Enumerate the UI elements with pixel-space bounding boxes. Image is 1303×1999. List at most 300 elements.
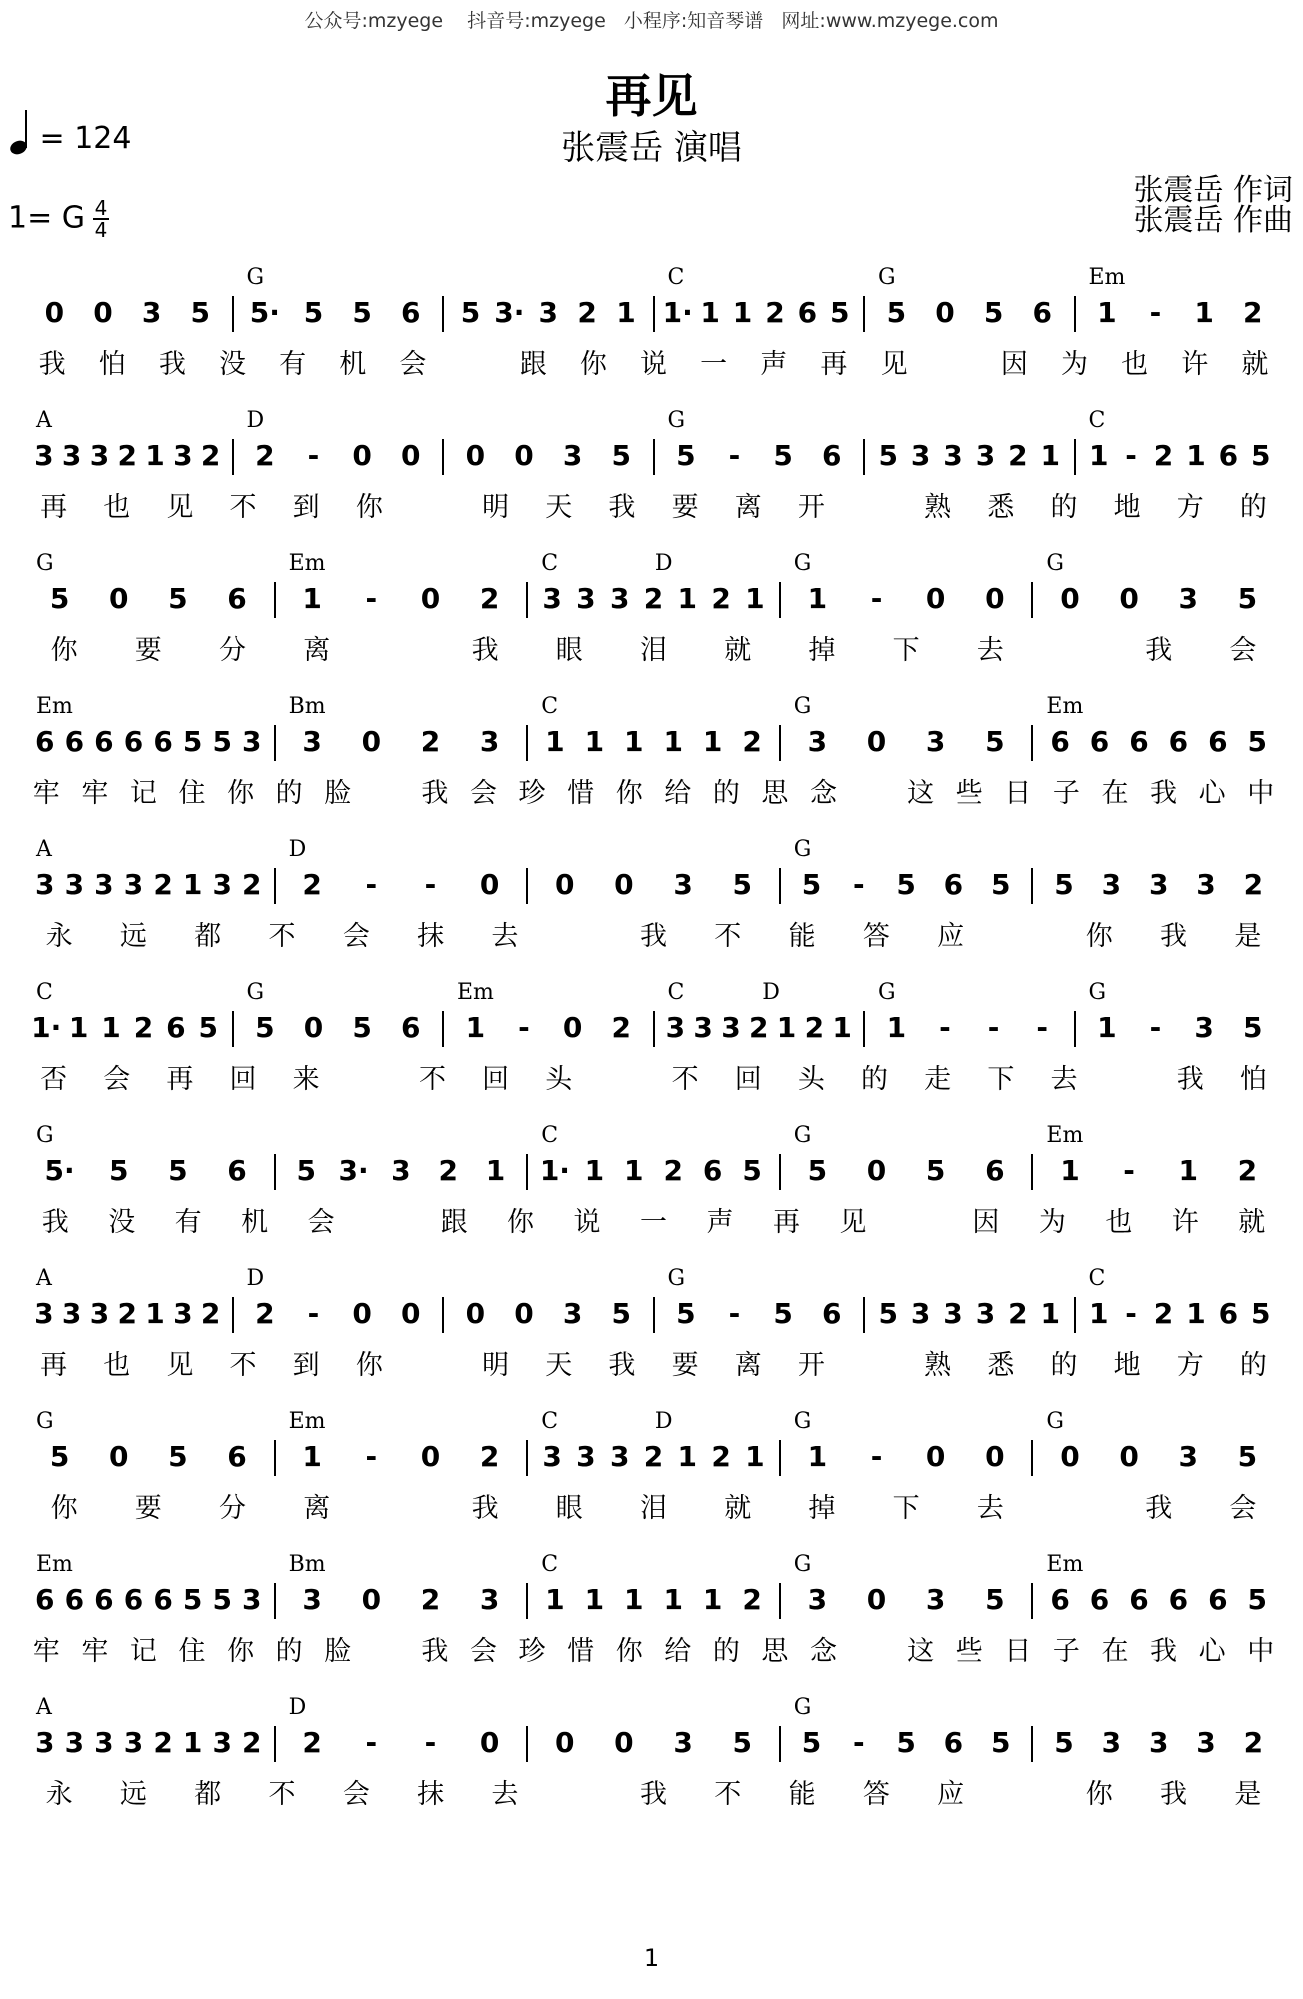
chord-symbol: G xyxy=(36,551,54,576)
note-digit: 1 xyxy=(545,1583,565,1616)
barline xyxy=(232,296,234,332)
note-digit: 3 xyxy=(212,868,232,901)
chord-symbol: C xyxy=(541,694,559,719)
lyric-char: 声 xyxy=(760,349,788,380)
lyric-char: 就 xyxy=(724,1493,752,1524)
note-digit: 5 xyxy=(611,439,631,472)
note-digit: 0 xyxy=(1060,1440,1080,1473)
lyric-char: 中 xyxy=(1247,1636,1275,1667)
lyric-char: 应 xyxy=(937,1779,965,1810)
note-digit: 5 xyxy=(212,1583,232,1616)
lyric-char: 会 xyxy=(342,1779,370,1810)
note-digit: - xyxy=(365,582,378,615)
lyric-char: 抹 xyxy=(417,1779,445,1810)
barline xyxy=(526,1583,528,1619)
lyric-char: 去 xyxy=(976,1493,1004,1524)
lyric-char: 的 xyxy=(1239,1350,1267,1381)
lyric-char: 离 xyxy=(734,492,762,523)
lyric-char: 在 xyxy=(1101,778,1129,809)
note-digit: 3 xyxy=(943,439,963,472)
time-denominator: 4 xyxy=(94,218,108,242)
note-digit: 0 xyxy=(614,1726,634,1759)
barline xyxy=(863,296,865,332)
note-digit: - xyxy=(728,439,741,472)
barline xyxy=(1031,725,1033,761)
lyric-char: 再 xyxy=(40,492,68,523)
note-digit: 2 xyxy=(1237,1154,1258,1187)
note-digit: 6 xyxy=(1218,439,1239,472)
note-digit: 3 xyxy=(1101,868,1122,901)
lyric-char: 我 xyxy=(639,1779,667,1810)
lyric-char: 来 xyxy=(292,1064,320,1095)
lyric-char: 熟 xyxy=(924,1350,952,1381)
note-digit: 5 xyxy=(182,725,203,758)
note-digit: 1 xyxy=(1186,439,1206,472)
note-digit: 3 xyxy=(538,296,558,329)
note-digit: 5 xyxy=(49,1440,70,1473)
note-digit: 3 xyxy=(1101,1726,1122,1759)
lyric-char: 地 xyxy=(1113,492,1141,523)
lyric-char: 否 xyxy=(40,1064,68,1095)
note-digit: 1 xyxy=(663,725,683,758)
note-digit: 5 xyxy=(773,439,793,472)
note-digit: 5 xyxy=(182,1583,203,1616)
lyric-char: 不 xyxy=(268,921,296,952)
chord-symbol: D xyxy=(654,551,673,576)
note-digit: 2 xyxy=(1243,868,1264,901)
note-digit: 6 xyxy=(94,725,114,758)
lyric-char: 明 xyxy=(482,1350,510,1381)
lyric-char: 会 xyxy=(399,349,427,380)
lyric-char: 念 xyxy=(810,1636,837,1667)
note-digit: - xyxy=(939,1011,951,1044)
lyric-char: 会 xyxy=(1229,1493,1257,1524)
lyric-char: 牢 xyxy=(81,778,109,809)
lyric-char: 也 xyxy=(103,1350,131,1381)
lyric-char: 脸 xyxy=(324,778,352,809)
chord-symbol: D xyxy=(246,1266,265,1291)
note-digit: 0 xyxy=(555,1726,575,1759)
lyric-char: 念 xyxy=(810,778,837,809)
barline xyxy=(274,868,276,904)
lyric-char: 心 xyxy=(1198,1636,1226,1667)
lyric-char: 泪 xyxy=(639,1493,667,1524)
lyric-char: 见 xyxy=(166,1350,194,1381)
note-digit: 0 xyxy=(1060,582,1080,615)
note-digit: 5 xyxy=(830,296,850,329)
barline xyxy=(1031,1726,1033,1762)
lyric-char: 机 xyxy=(339,349,367,380)
note-digit: 3 xyxy=(609,1440,630,1473)
note-digit: 0 xyxy=(925,582,946,615)
lyric-char: 离 xyxy=(303,1493,331,1524)
lyric-char: 为 xyxy=(1060,349,1088,380)
note-digit: 0 xyxy=(555,868,575,901)
composer-credit: 张震岳 作曲 xyxy=(1133,203,1293,238)
note-digit: 5 xyxy=(303,296,324,329)
note-digit: 2 xyxy=(577,296,597,329)
note-digit: 5 xyxy=(742,1154,762,1187)
note-digit: 5 xyxy=(773,1297,793,1330)
note-digit: 2 xyxy=(200,1297,221,1330)
lyric-char: 到 xyxy=(292,492,320,523)
note-digit: 5 xyxy=(801,868,822,901)
note-digit: 0 xyxy=(514,439,534,472)
note-digit: 3 xyxy=(807,1583,828,1616)
note-digit: 5 xyxy=(611,1297,631,1330)
page-number: 1 xyxy=(643,1944,660,1972)
note-digit: 6 xyxy=(1129,725,1149,758)
note-digit: 2 xyxy=(611,1011,631,1044)
note-digit: 1 xyxy=(702,1583,723,1616)
lyric-char: 我 xyxy=(1176,1064,1204,1095)
barline xyxy=(526,868,528,904)
note-digit: 3 xyxy=(975,1297,996,1330)
note-digit: - xyxy=(852,1726,865,1759)
note-digit: 3 xyxy=(542,582,562,615)
lyric-char: 子 xyxy=(1052,1636,1080,1667)
note-digit: 6 xyxy=(123,1583,144,1616)
lyric-char: 会 xyxy=(469,1636,497,1667)
lyric-char: 不 xyxy=(714,1779,742,1810)
note-digit: 3 xyxy=(35,868,55,901)
lyric-char: 也 xyxy=(1121,349,1149,380)
note-digit: 2 xyxy=(479,1440,500,1473)
note-digit: 0 xyxy=(352,439,372,472)
lyric-char: 些 xyxy=(955,1636,983,1667)
note-digit: 1 xyxy=(68,1011,89,1044)
lyric-char: 日 xyxy=(1004,1636,1032,1667)
note-digit: 6 xyxy=(123,725,144,758)
note-digit: 3 xyxy=(925,1583,946,1616)
note-digit: 1 xyxy=(745,582,765,615)
note-digit: 0 xyxy=(420,582,441,615)
note-digit: 2 xyxy=(1242,296,1263,329)
note-digit: 3 xyxy=(1148,1726,1169,1759)
note-digit: 5 xyxy=(732,868,752,901)
note-digit: 0 xyxy=(420,1440,441,1473)
note-digit: 5· xyxy=(44,1154,75,1187)
note-digit: - xyxy=(870,1440,883,1473)
note-digit: 3 xyxy=(1148,868,1169,901)
lyric-char: 日 xyxy=(1004,778,1032,809)
chord-symbol: G xyxy=(793,1552,812,1577)
note-digit: 1 xyxy=(1040,1297,1061,1330)
lyric-char: 不 xyxy=(418,1064,446,1095)
lyric-char: 因 xyxy=(1000,349,1028,380)
singer-credit: 张震岳 演唱 xyxy=(561,128,742,168)
lyric-char: 方 xyxy=(1176,492,1204,523)
barline xyxy=(1074,439,1076,475)
chord-symbol: D xyxy=(246,408,265,433)
note-digit: 0 xyxy=(614,868,634,901)
chord-symbol: G xyxy=(36,1123,54,1148)
barline xyxy=(274,582,276,618)
note-digit: 3 xyxy=(562,1297,583,1330)
barline xyxy=(526,1154,528,1190)
chord-symbol: D xyxy=(288,837,307,862)
barline xyxy=(1031,582,1033,618)
note-digit: - xyxy=(307,1297,320,1330)
lyric-char: 是 xyxy=(1234,921,1262,952)
lyric-char: 的 xyxy=(861,1064,888,1095)
note-digit: 2 xyxy=(117,1297,137,1330)
chord-symbol: G xyxy=(793,694,812,719)
note-digit: 2 xyxy=(302,1726,322,1759)
lyric-char: 住 xyxy=(178,778,206,809)
note-digit: 6 xyxy=(227,1440,247,1473)
note-digit: 3 xyxy=(665,1011,686,1044)
barline xyxy=(274,725,276,761)
song-title: 再见 xyxy=(605,69,698,123)
note-digit: 6 xyxy=(1050,1583,1070,1616)
note-digit: 0 xyxy=(361,1583,382,1616)
barline xyxy=(442,439,444,475)
chord-symbol: Em xyxy=(288,551,326,576)
note-digit: 5 xyxy=(896,868,916,901)
lyric-char: 走 xyxy=(924,1064,952,1095)
note-digit: 0 xyxy=(1119,582,1139,615)
note-digit: 3 xyxy=(242,725,262,758)
note-digit: 1 xyxy=(302,1440,322,1473)
note-digit: 3 xyxy=(302,725,322,758)
barline xyxy=(232,1297,234,1333)
lyric-char: 牢 xyxy=(81,1636,109,1667)
lyric-char: 我 xyxy=(1145,635,1173,666)
note-digit: 6 xyxy=(1032,296,1052,329)
lyric-char: 头 xyxy=(797,1064,825,1095)
lyric-char: 再 xyxy=(40,1350,68,1381)
lyric-char: 会 xyxy=(1229,635,1257,666)
lyric-char: 一 xyxy=(700,349,728,380)
note-digit: 5 xyxy=(990,868,1011,901)
barline xyxy=(779,868,781,904)
note-digit: 6 xyxy=(821,439,842,472)
chord-symbol: G xyxy=(667,408,686,433)
note-digit: 3 xyxy=(302,1583,322,1616)
lyric-char: 我 xyxy=(471,1493,499,1524)
lyric-char: 记 xyxy=(129,1636,157,1667)
note-digit: 2 xyxy=(742,725,762,758)
note-digit: 3 xyxy=(673,868,693,901)
note-digit: - xyxy=(852,868,865,901)
note-digit: 5 xyxy=(886,296,907,329)
note-digit: - xyxy=(987,1011,1000,1044)
lyric-char: 思 xyxy=(761,778,789,809)
lyric-char: 有 xyxy=(174,1207,202,1238)
note-digit: 3 xyxy=(1196,868,1216,901)
lyric-char: 地 xyxy=(1113,1350,1141,1381)
barline xyxy=(232,1011,234,1047)
note-digit: 5 xyxy=(1237,1440,1258,1473)
lyric-char: 回 xyxy=(482,1064,510,1095)
barline xyxy=(863,1297,865,1333)
lyric-char: 到 xyxy=(292,1350,320,1381)
chord-symbol: Em xyxy=(1046,1123,1084,1148)
lyric-char: 我 xyxy=(608,1350,636,1381)
note-digit: 2 xyxy=(153,1726,173,1759)
note-digit: 3 xyxy=(576,1440,596,1473)
barline xyxy=(232,439,234,475)
note-digit: 2 xyxy=(420,1583,441,1616)
note-digit: 1 xyxy=(182,868,203,901)
note-digit: 3 xyxy=(721,1011,741,1044)
lyric-char: 惜 xyxy=(567,1636,595,1667)
chord-symbol: Em xyxy=(457,980,494,1005)
note-digit: 5 xyxy=(985,1583,1005,1616)
note-digit: 2 xyxy=(117,439,137,472)
note-digit: 2 xyxy=(1243,1726,1264,1759)
lyric-char: 开 xyxy=(797,492,825,523)
note-digit: 3 xyxy=(1196,1726,1216,1759)
note-digit: 1 xyxy=(182,1726,203,1759)
note-digit: 3 xyxy=(89,439,110,472)
lyric-char: 机 xyxy=(241,1207,269,1238)
lyric-char: 去 xyxy=(491,921,519,952)
note-digit: 1 xyxy=(663,1583,683,1616)
lyric-char: 的 xyxy=(712,778,740,809)
chord-symbol: Em xyxy=(1046,694,1084,719)
lyric-char: 声 xyxy=(706,1207,734,1238)
note-digit: 5 xyxy=(801,1726,822,1759)
lyric-char: 也 xyxy=(1105,1207,1133,1238)
note-digit: 5 xyxy=(732,1726,752,1759)
chord-symbol: Em xyxy=(1046,1552,1084,1577)
note-digit: 5 xyxy=(190,296,210,329)
lyric-char: 思 xyxy=(761,1636,789,1667)
lyric-char: 你 xyxy=(1085,1779,1113,1810)
lyric-char: 下 xyxy=(987,1064,1015,1095)
header-bar: 公众号:mzyege 抖音号:mzyege 小程序:知音琴谱 网址:www.mzyege.com xyxy=(304,10,999,32)
barline xyxy=(653,439,655,475)
note-digit: 3 xyxy=(64,1726,85,1759)
lyric-char: 你 xyxy=(355,1350,383,1381)
lyric-char: 悉 xyxy=(987,1350,1015,1381)
note-digit: 3 xyxy=(89,1297,110,1330)
chord-symbol: D xyxy=(654,1409,673,1434)
note-digit: 1 xyxy=(485,1154,506,1187)
lyric-char: 因 xyxy=(972,1207,1000,1238)
note-digit: 3 xyxy=(141,296,162,329)
note-digit: 1 xyxy=(677,582,698,615)
note-digit: 3 xyxy=(34,1297,54,1330)
lyric-char: 有 xyxy=(279,349,307,380)
note-digit: 2 xyxy=(742,1583,762,1616)
chord-symbol: C xyxy=(667,980,685,1005)
note-digit: 2 xyxy=(153,868,173,901)
lyric-char: 你 xyxy=(579,349,607,380)
chord-symbol: Em xyxy=(288,1409,326,1434)
note-digit: 0 xyxy=(465,439,486,472)
key-label: 1= G xyxy=(8,200,86,236)
lyric-char: 记 xyxy=(129,778,157,809)
barline xyxy=(1031,1583,1033,1619)
lyric-char: 说 xyxy=(573,1207,601,1238)
tempo-value: = 124 xyxy=(39,121,132,156)
lyric-char: 再 xyxy=(820,349,848,380)
note-digit: 3 xyxy=(807,725,828,758)
lyric-char: 方 xyxy=(1176,1350,1204,1381)
note-digit: 3 xyxy=(479,1583,500,1616)
note-digit: 6 xyxy=(1208,725,1228,758)
lyric-char: 心 xyxy=(1198,778,1226,809)
lyric-char: 我 xyxy=(1160,1779,1188,1810)
chord-symbol: D xyxy=(288,1695,307,1720)
chord-symbol: C xyxy=(541,551,559,576)
note-digit: 6 xyxy=(1168,1583,1189,1616)
barline xyxy=(274,1583,276,1619)
note-digit: 3 xyxy=(1194,1011,1214,1044)
lyric-char: 我 xyxy=(639,921,667,952)
barline xyxy=(526,582,528,618)
lyric-char: 你 xyxy=(507,1207,535,1238)
lyric-char: 牢 xyxy=(32,778,60,809)
note-digit: 0 xyxy=(925,1440,946,1473)
note-digit: 6 xyxy=(1129,1583,1149,1616)
note-digit: - xyxy=(1123,1154,1135,1187)
chord-symbol: G xyxy=(1046,551,1064,576)
note-digit: 0 xyxy=(479,1726,500,1759)
lyric-char: 惜 xyxy=(567,778,595,809)
note-digit: 3 xyxy=(64,868,85,901)
lyric-char: 我 xyxy=(1160,921,1188,952)
barline xyxy=(779,1440,781,1476)
note-digit: - xyxy=(1149,296,1162,329)
chord-symbol: C xyxy=(541,1123,559,1148)
note-digit: 1 xyxy=(101,1011,121,1044)
chord-symbol: C xyxy=(1088,1266,1106,1291)
lyric-char: 远 xyxy=(119,1779,147,1810)
chord-symbol: Bm xyxy=(288,1552,326,1577)
lyric-char: 你 xyxy=(227,1636,255,1667)
note-digit: 5 xyxy=(168,582,188,615)
chord-symbol: Em xyxy=(36,694,73,719)
note-digit: 2 xyxy=(711,582,731,615)
lyric-char: 给 xyxy=(664,1636,692,1667)
lyric-char: 再 xyxy=(166,1064,194,1095)
lyric-char: 为 xyxy=(1038,1207,1066,1238)
lyric-char: 去 xyxy=(491,1779,519,1810)
barline xyxy=(863,439,865,475)
note-digit: 3 xyxy=(123,868,144,901)
lyric-char: 的 xyxy=(275,1636,303,1667)
note-digit: 6 xyxy=(1050,725,1070,758)
note-digit: - xyxy=(365,868,378,901)
lyric-char: 会 xyxy=(307,1207,335,1238)
lyric-char: 这 xyxy=(907,1636,935,1667)
note-digit: 1 xyxy=(1088,439,1109,472)
note-digit: 6 xyxy=(985,1154,1005,1187)
note-digit: 2 xyxy=(765,296,785,329)
chord-symbol: G xyxy=(793,1123,812,1148)
barline xyxy=(779,725,781,761)
note-digit: 0 xyxy=(514,1297,534,1330)
note-digit: 5 xyxy=(1054,1726,1074,1759)
lyric-char: 跟 xyxy=(440,1207,468,1238)
note-digit: 0 xyxy=(985,1440,1005,1473)
note-digit: 1 xyxy=(702,725,723,758)
note-digit: 0 xyxy=(108,1440,129,1473)
lyricist-credit: 张震岳 作词 xyxy=(1133,173,1293,208)
lyric-char: 我 xyxy=(41,1207,69,1238)
note-digit: 2 xyxy=(804,1011,825,1044)
note-digit: 5 xyxy=(990,1726,1011,1759)
chord-symbol: G xyxy=(793,837,812,862)
chord-symbol: G xyxy=(793,1695,812,1720)
lyric-char: 你 xyxy=(227,778,255,809)
lyric-char: 答 xyxy=(862,1779,890,1810)
lyric-char: 下 xyxy=(892,1493,920,1524)
